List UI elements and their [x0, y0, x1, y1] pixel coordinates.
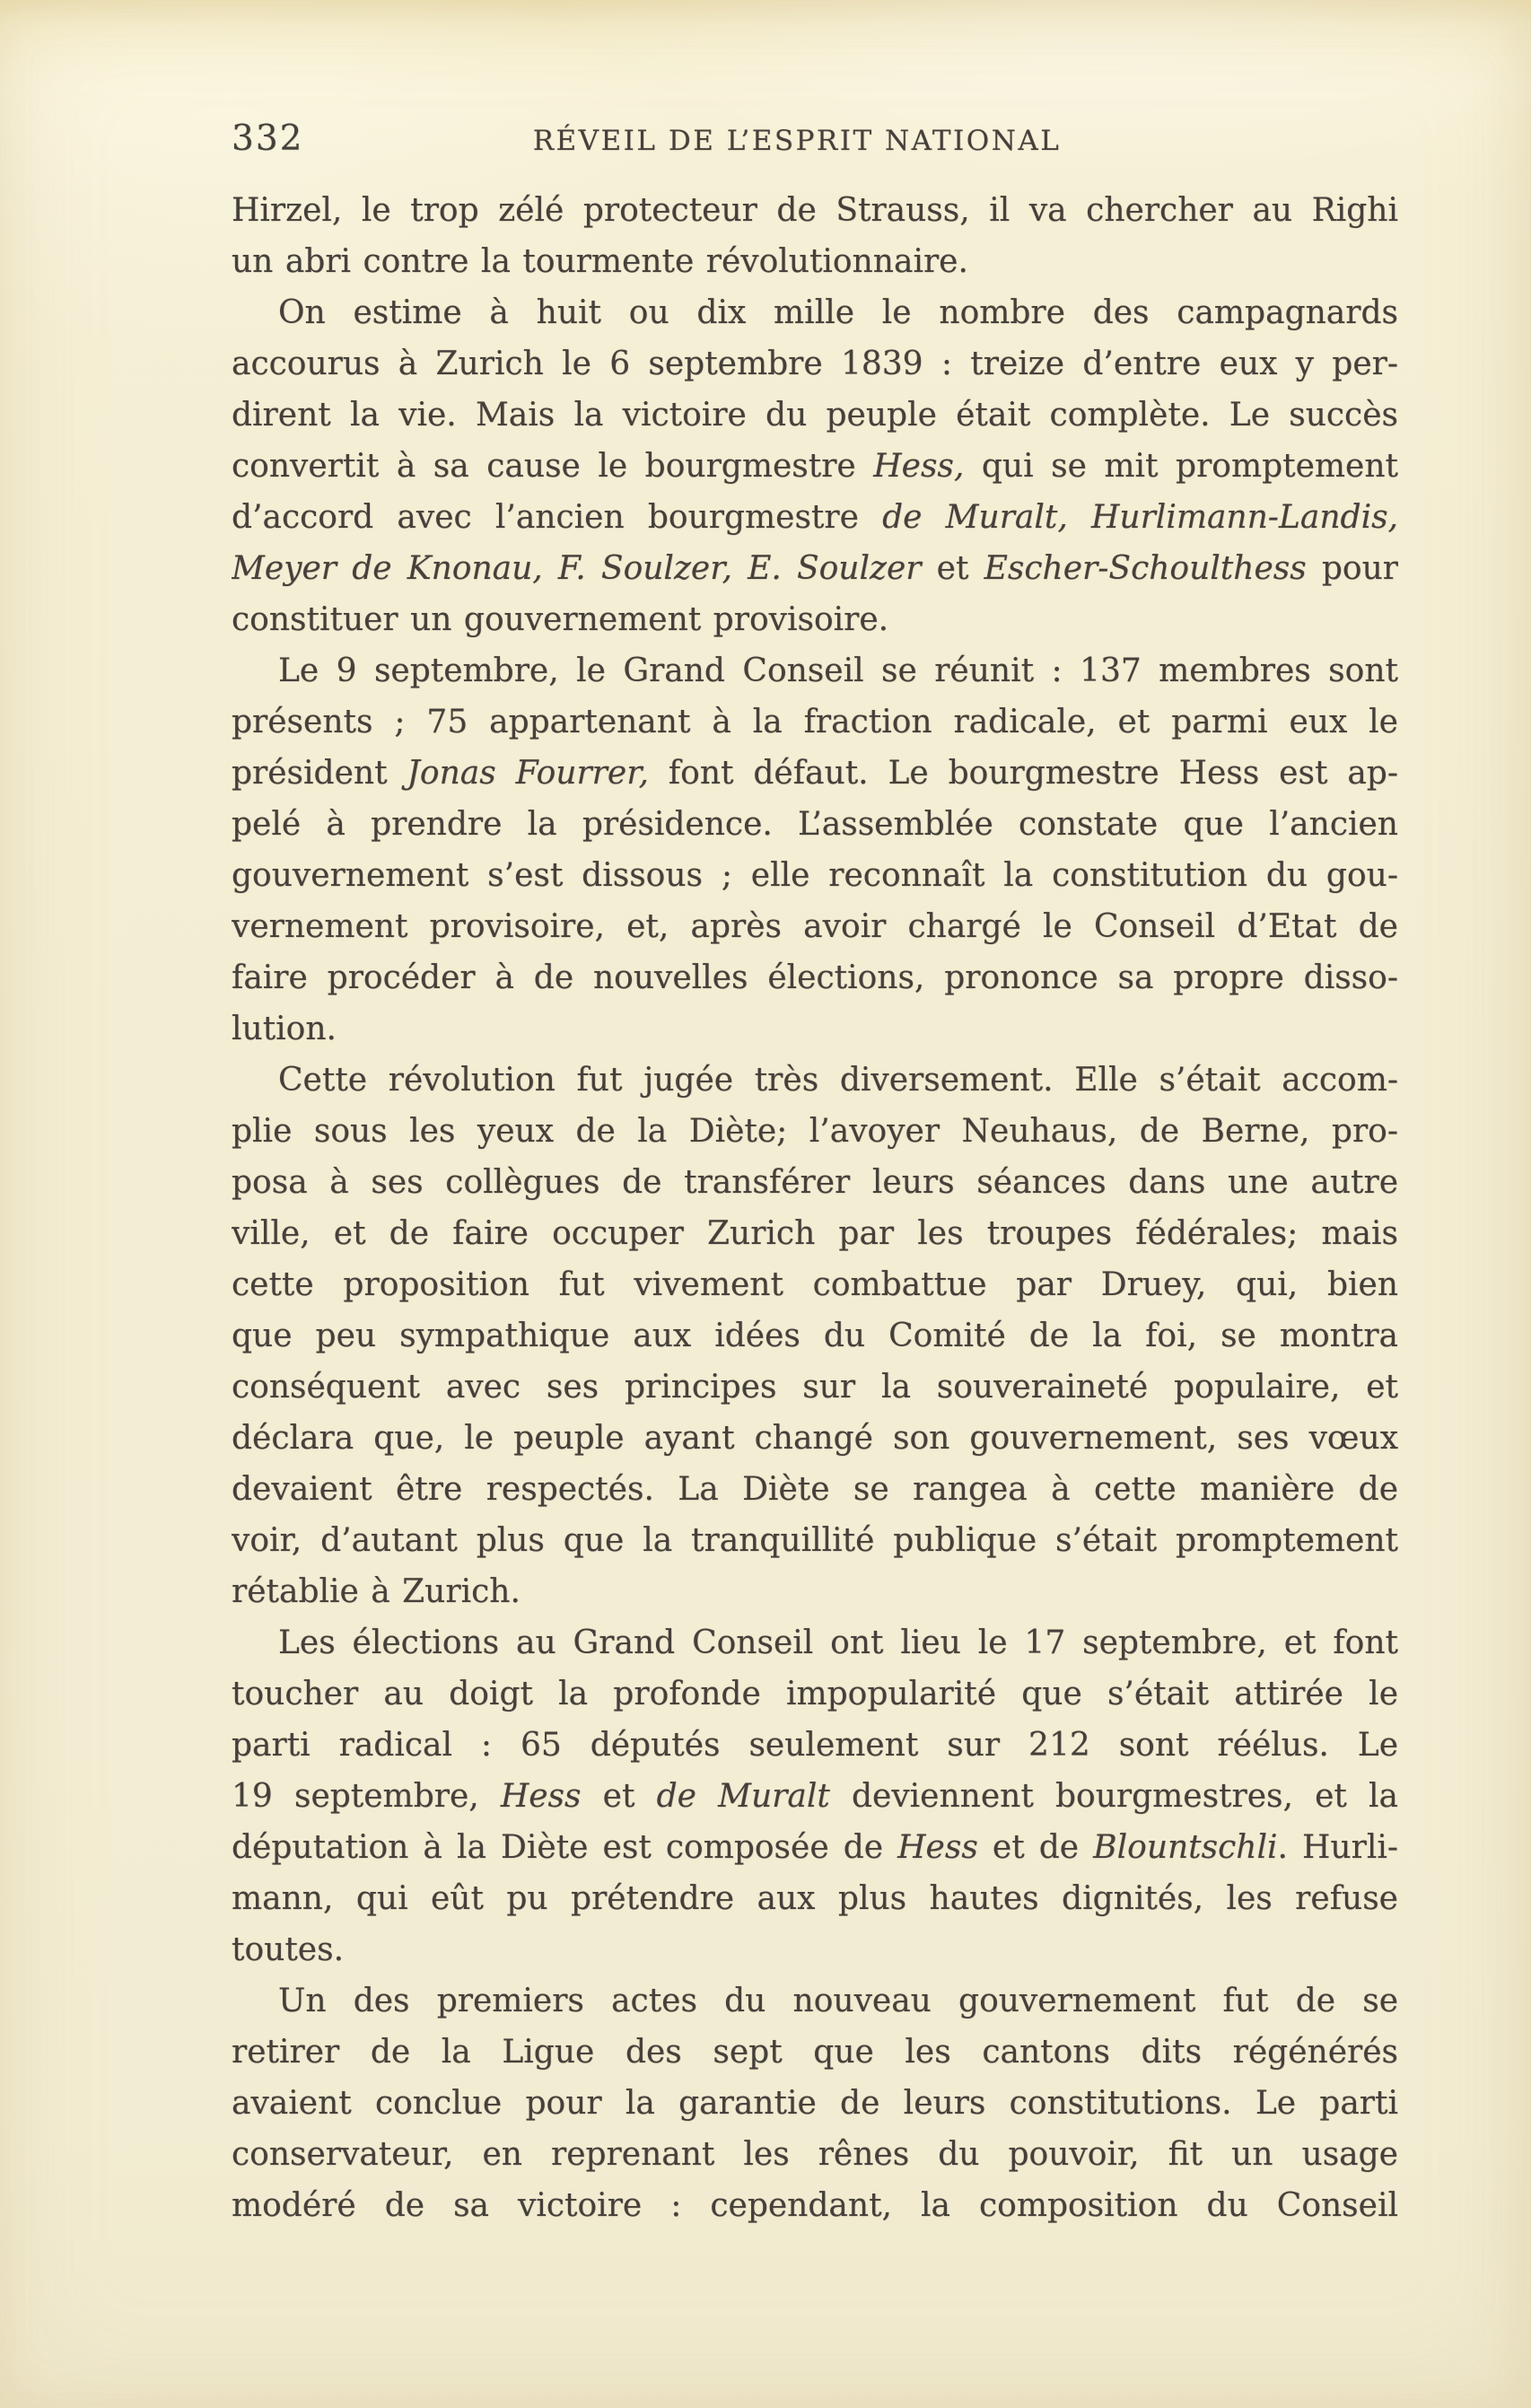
page-header: [232, 118, 1398, 165]
italic-text: de Muralt: [656, 1778, 830, 1815]
text: modéré de sa victoire : cependant, la composition du Conseil: [232, 2187, 1398, 2224]
text-line: [232, 1873, 1398, 1924]
text-line: [232, 1157, 1398, 1208]
text: vernement provisoire, et, après avoir chargé le Conseil d’Etat de: [232, 908, 1398, 945]
text-line: [232, 1975, 1398, 2027]
text: un abri contre la tourmente révolutionnaire.: [232, 243, 968, 280]
text-line: [232, 1668, 1398, 1720]
text-line: [232, 1720, 1398, 1771]
text: pelé à prendre la présidence. L’assemblée constate que l’ancien: [232, 806, 1398, 843]
text: déclara que, le peuple ayant changé son gouvernement, ses vœux: [232, 1420, 1398, 1457]
text-line: [232, 287, 1398, 338]
text: gouvernement s’est dissous ; elle reconnaît la constitution du gou-: [232, 857, 1398, 894]
text-line: [232, 594, 1398, 645]
text: d’accord avec l’ancien bourgmestre: [232, 499, 883, 536]
text-line: [232, 1617, 1398, 1668]
text: Le 9 septembre, le Grand Conseil se réunit : 137 membres sont: [278, 652, 1398, 689]
text: Un des premiers actes du nouveau gouvernement fut de se: [278, 1983, 1398, 2019]
text-line: [232, 1566, 1398, 1617]
text: cette proposition fut vivement combattue par Druey, qui, bien: [232, 1266, 1398, 1303]
text-line: [232, 1515, 1398, 1566]
text: Cette révolution fut jugée très diversement. Elle s’était accom-: [278, 1062, 1398, 1099]
text: avaient conclue pour la garantie de leurs constitutions. Le parti: [232, 2085, 1398, 2122]
italic-text: Hurlimann-Landis,: [1091, 499, 1398, 536]
text-line: [232, 1464, 1398, 1515]
text: et: [581, 1778, 657, 1815]
italic-text: Escher-Schoulthess: [984, 550, 1307, 587]
text: 19 septembre,: [232, 1778, 501, 1815]
text: et de: [977, 1829, 1094, 1866]
text-line: [232, 799, 1398, 850]
text-line: [232, 1771, 1398, 1822]
text-line: [232, 1924, 1398, 1975]
text: constituer un gouvernement provisoire.: [232, 601, 889, 638]
text-line: [232, 236, 1398, 287]
text: mann, qui eût pu prétendre aux plus hautes dignités, les refuse: [232, 1880, 1398, 1917]
text: [1068, 499, 1091, 536]
text: dirent la vie. Mais la victoire du peuple était complète. Le succès: [232, 397, 1398, 433]
text: devaient être respectés. La Diète se rangea à cette manière de: [232, 1471, 1398, 1508]
text: font défaut. Le bourgmestre Hess est ap-: [648, 755, 1398, 792]
text: qui se mit promptement: [964, 448, 1398, 485]
text: parti radical : 65 députés seulement sur 212 sont réélus. Le: [232, 1727, 1398, 1764]
paragraph: [232, 1975, 1398, 2231]
running-title: RÉVEIL DE L’ESPRIT NATIONAL: [532, 125, 1062, 157]
text-line: [232, 850, 1398, 901]
text-line: [232, 543, 1398, 594]
text-line: [232, 441, 1398, 492]
text: ville, et de faire occuper Zurich par les troupes fédérales; mais: [232, 1215, 1398, 1252]
text-line: [232, 2180, 1398, 2231]
text: plie sous les yeux de la Diète; l’avoyer Neuhaus, de Berne, pro-: [232, 1113, 1398, 1150]
text: rétablie à Zurich.: [232, 1573, 521, 1610]
text-line: [232, 390, 1398, 441]
text-line: [232, 1003, 1398, 1055]
italic-text: de Muralt,: [882, 499, 1068, 536]
text: deviennent bourgmestres, et la: [829, 1778, 1398, 1815]
text: convertit à sa cause le bourgmestre: [232, 448, 874, 485]
text-line: [232, 901, 1398, 952]
text-line: [232, 338, 1398, 390]
text-line: [232, 696, 1398, 748]
text-line: [232, 1310, 1398, 1362]
text: députation à la Diète est composée de: [232, 1829, 898, 1866]
text-line: [232, 1413, 1398, 1464]
text: posa à ses collègues de transférer leurs séances dans une autre: [232, 1164, 1398, 1201]
italic-text: Hess: [500, 1778, 582, 1815]
text-line: [232, 1208, 1398, 1259]
italic-text: Hess: [897, 1829, 978, 1866]
italic-text: Meyer de Knonau, F. Soulzer, E. Soulzer: [232, 550, 922, 587]
italic-text: Hess,: [873, 448, 965, 485]
text-line: [232, 748, 1398, 799]
text: pour: [1306, 550, 1398, 587]
text: On estime à huit ou dix mille le nombre des campagnards: [278, 294, 1398, 331]
text-line: [232, 2078, 1398, 2129]
text: et: [921, 550, 984, 587]
text: conservateur, en reprenant les rênes du pouvoir, fit un usage: [232, 2136, 1398, 2173]
paragraph: [232, 645, 1398, 1055]
text-line: [232, 1259, 1398, 1310]
text-line: [232, 1362, 1398, 1413]
page-number: 332: [232, 118, 304, 159]
text: toucher au doigt la profonde impopularité que s’était attirée le: [232, 1676, 1398, 1712]
text: président: [232, 755, 407, 792]
paragraph: [232, 1055, 1398, 1617]
text: accourus à Zurich le 6 septembre 1839 : treize d’entre eux y per-: [232, 346, 1398, 382]
italic-text: Blountschli: [1093, 1829, 1278, 1866]
paragraph: [232, 1617, 1398, 1975]
text: voir, d’autant plus que la tranquillité publique s’était promptement: [232, 1522, 1398, 1559]
text-line: [232, 645, 1398, 696]
text-line: [232, 1106, 1398, 1157]
text: conséquent avec ses principes sur la souveraineté populaire, et: [232, 1369, 1398, 1405]
text: faire procéder à de nouvelles élections, prononce sa propre disso-: [232, 959, 1398, 996]
text-line: [232, 1822, 1398, 1873]
text-line: [232, 1055, 1398, 1106]
text: lution.: [232, 1011, 337, 1047]
text-line: [232, 185, 1398, 236]
text-line: [232, 952, 1398, 1003]
text: toutes.: [232, 1931, 345, 1968]
paragraph: [232, 287, 1398, 645]
page-body: [232, 185, 1398, 2231]
italic-text: Jonas Fourrer,: [407, 755, 649, 792]
paragraph: [232, 185, 1398, 287]
text: Hirzel, le trop zélé protecteur de Strauss, il va chercher au Righi: [232, 192, 1398, 229]
text: retirer de la Ligue des sept que les cantons dits régénérés: [232, 2034, 1398, 2071]
text: . Hurli-: [1277, 1829, 1398, 1866]
text-line: [232, 492, 1398, 543]
text: Les élections au Grand Conseil ont lieu le 17 septembre, et font: [278, 1624, 1398, 1661]
text: présents ; 75 appartenant à la fraction radicale, et parmi eux le: [232, 704, 1398, 740]
text-line: [232, 2129, 1398, 2180]
text: que peu sympathique aux idées du Comité de la foi, se montra: [232, 1318, 1398, 1354]
text-line: [232, 2027, 1398, 2078]
